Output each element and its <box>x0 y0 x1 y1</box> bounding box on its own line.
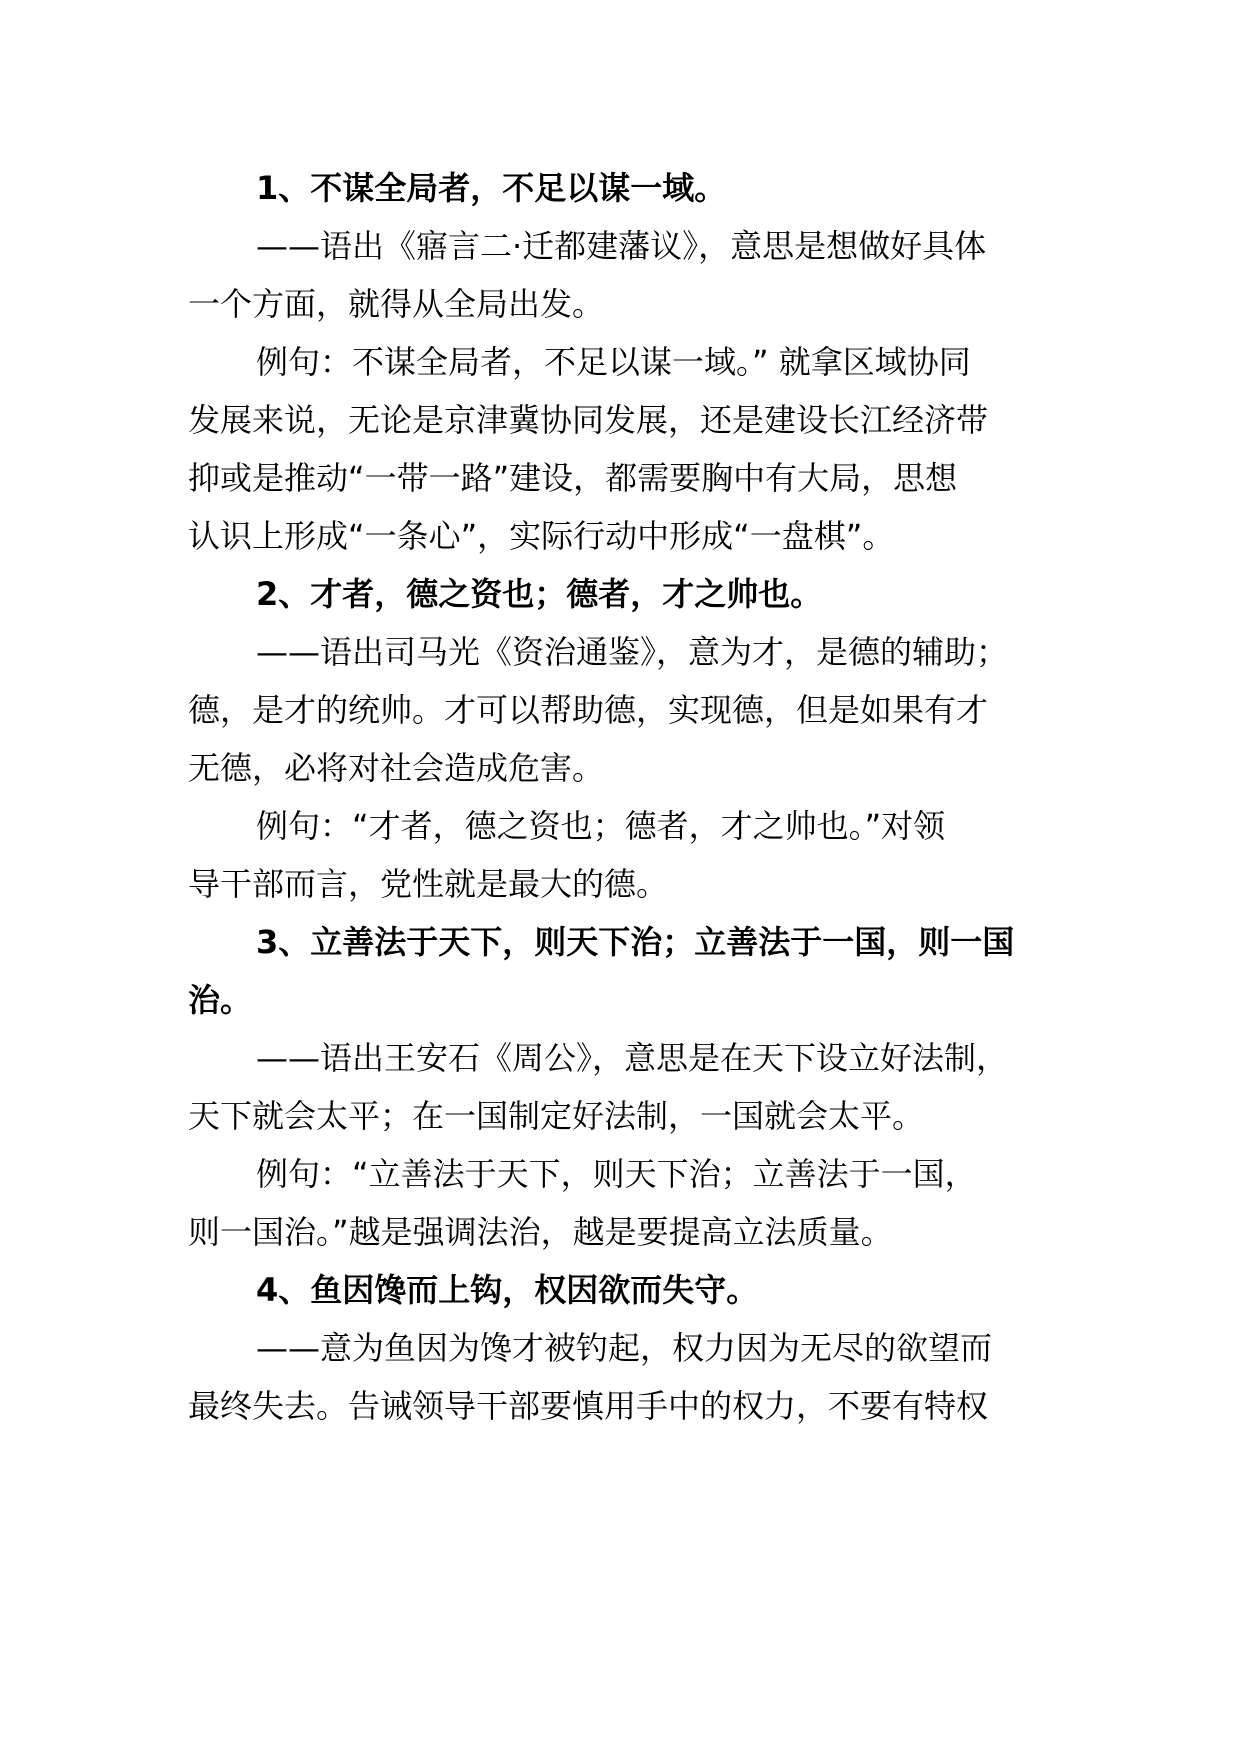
text-line: 发展来说，无论是京津冀协同发展，还是建设长江经济带 <box>188 401 989 439</box>
text-line: 无德，必将对社会造成危害。 <box>188 749 605 787</box>
quote-heading-2: 2、才者，德之资也；德者，才之帅也。 <box>256 575 823 613</box>
source-line: ——语出司马光《资治通鉴》，意为才，是德的辅助； <box>256 633 1009 671</box>
text-line: 一个方面，就得从全局出发。 <box>188 285 605 323</box>
text-line: 最终失去。告诫领导干部要慎用手中的权力，不要有特权 <box>188 1387 989 1425</box>
text-line: 认识上形成“一条心”，实际行动中形成“一盘棋”。 <box>188 517 895 555</box>
quote-heading-1: 1、不谋全局者，不足以谋一域。 <box>256 169 727 207</box>
source-line: ——语出王安石《周公》，意思是在天下设立好法制， <box>256 1039 1009 1077</box>
text-line: 抑或是推动“一带一路”建设，都需要胸中有大局，思想 <box>188 459 958 497</box>
quote-heading-3-continued: 治。 <box>188 981 253 1019</box>
text-line: 天下就会太平；在一国制定好法制，一国就会太平。 <box>188 1097 925 1135</box>
text-line: 导干部而言，党性就是最大的德。 <box>188 865 669 903</box>
text-line: 则一国治。”越是强调法治，越是要提高立法质量。 <box>188 1213 893 1251</box>
text-line: 德，是才的统帅。才可以帮助德，实现德，但是如果有才 <box>188 691 989 729</box>
example-line: 例句：不谋全局者，不足以谋一域。” 就拿区域协同 <box>256 343 971 381</box>
quote-heading-4: 4、鱼因馋而上钩，权因欲而失守。 <box>256 1271 759 1309</box>
example-line: 例句：“立善法于天下，则天下治；立善法于一国， <box>256 1155 977 1193</box>
source-line: ——意为鱼因为馋才被钓起，权力因为无尽的欲望而 <box>256 1329 993 1367</box>
example-line: 例句：“才者，德之资也；德者，才之帅也。”对领 <box>256 807 946 845</box>
source-line: ——语出《寤言二·迁都建藩议》，意思是想做好具体 <box>256 227 987 265</box>
quote-heading-3: 3、立善法于天下，则天下治；立善法于一国，则一国 <box>256 923 1015 961</box>
